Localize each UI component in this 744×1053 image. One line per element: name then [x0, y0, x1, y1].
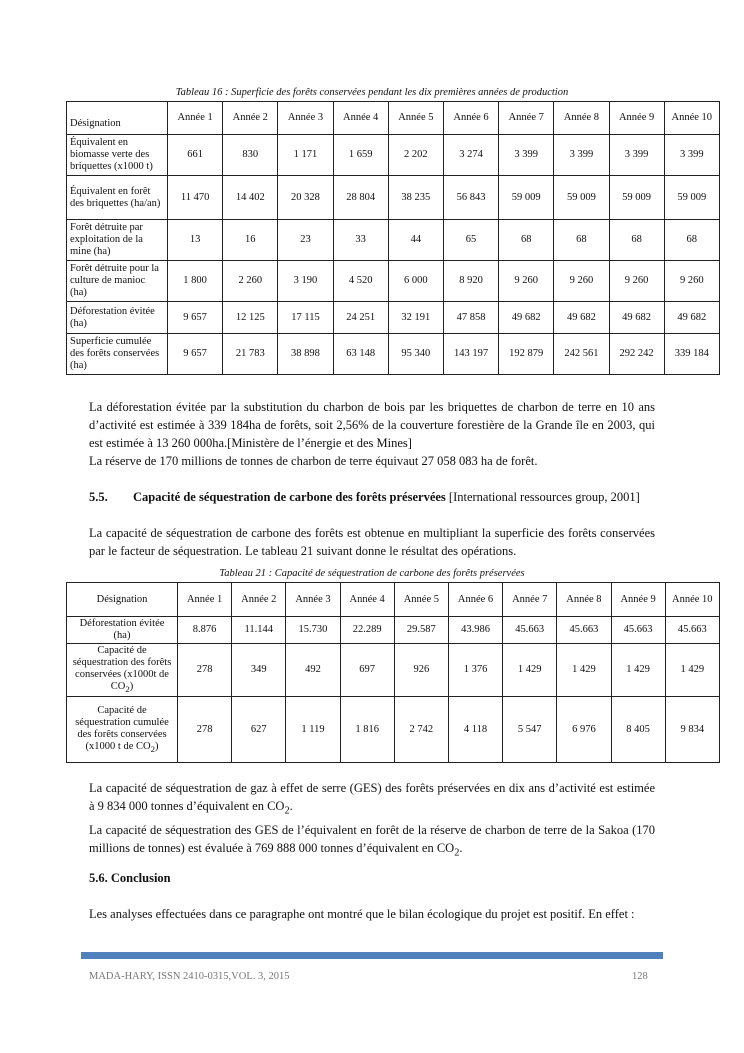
table-row — [67, 697, 720, 763]
row-label: Superficie cumulée des forêts conservées (ha) — [67, 334, 168, 375]
table-cell: 9 657 — [168, 334, 223, 375]
table-cell: 11.144 — [232, 617, 286, 644]
table-cell: 3 399 — [499, 135, 554, 176]
table-cell: 1 429 — [503, 644, 557, 697]
table16-header-cell: Année 9 — [609, 102, 664, 135]
row-label: Forêt détruite pour la culture de manioc (ha) — [67, 261, 168, 302]
table-cell: 38 235 — [388, 176, 443, 220]
table-cell: 9 834 — [665, 697, 719, 763]
table-cell: 12 125 — [223, 302, 278, 334]
table-cell: 24 251 — [333, 302, 388, 334]
table-cell: 627 — [232, 697, 286, 763]
table-cell: 22.289 — [340, 617, 394, 644]
row-label: Forêt détruite par exploitation de la mine (ha) — [67, 220, 168, 261]
table-cell: 1 659 — [333, 135, 388, 176]
table21-header-cell: Année 3 — [286, 583, 340, 617]
table21 — [66, 582, 720, 763]
table21-caption: Tableau 21 : Capacité de séquestration de carbone des forêts préservées — [219, 568, 525, 579]
label-text: ) — [129, 681, 134, 692]
table21-header-row — [67, 583, 720, 617]
table-cell: 6 000 — [388, 261, 443, 302]
table-cell: 63 148 — [333, 334, 388, 375]
table-cell: 4 520 — [333, 261, 388, 302]
table-cell: 8 405 — [611, 697, 665, 763]
paragraph-deforestation — [89, 398, 655, 470]
table-cell: 1 429 — [611, 644, 665, 697]
table16-header-cell: Désignation — [67, 102, 168, 135]
table21-header-cell: Année 6 — [448, 583, 502, 617]
paragraph-line: La réserve de 170 millions de tonnes de charbon de terre équivaut 27 058 083 ha de forêt. — [89, 454, 538, 468]
table-cell: 9 657 — [168, 302, 223, 334]
table-cell: 9 260 — [499, 261, 554, 302]
table-cell: 95 340 — [388, 334, 443, 375]
table21-header-cell: Année 2 — [232, 583, 286, 617]
table-row — [67, 220, 720, 261]
table-cell: 278 — [178, 644, 232, 697]
table-row — [67, 261, 720, 302]
table-cell: 339 184 — [664, 334, 719, 375]
table-cell: 28 804 — [333, 176, 388, 220]
table-cell: 45.663 — [611, 617, 665, 644]
table16-header-cell: Année 5 — [388, 102, 443, 135]
table-cell: 143 197 — [443, 334, 498, 375]
table16-header-cell: Année 6 — [443, 102, 498, 135]
table-cell: 8 920 — [443, 261, 498, 302]
table-cell: 45.663 — [557, 617, 611, 644]
table-row — [67, 176, 720, 220]
table21-header-cell: Année 5 — [394, 583, 448, 617]
table-cell: 14 402 — [223, 176, 278, 220]
table-cell: 6 976 — [557, 697, 611, 763]
table-cell: 3 399 — [664, 135, 719, 176]
table-cell: 16 — [223, 220, 278, 261]
table21-header-cell: Année 4 — [340, 583, 394, 617]
table-cell: 68 — [664, 220, 719, 261]
table-cell: 29.587 — [394, 617, 448, 644]
table-cell: 43.986 — [448, 617, 502, 644]
table21-header-cell: Année 7 — [503, 583, 557, 617]
table-cell: 15.730 — [286, 617, 340, 644]
section-heading-5-5 — [89, 488, 640, 506]
table-row — [67, 644, 720, 697]
table16-header-cell: Année 10 — [664, 102, 719, 135]
table-cell: 68 — [609, 220, 664, 261]
table16-header-cell: Année 8 — [554, 102, 609, 135]
table-cell: 13 — [168, 220, 223, 261]
page-number: 128 — [632, 971, 648, 982]
table-row — [67, 617, 720, 644]
table-cell: 23 — [278, 220, 333, 261]
table16-header-cell: Année 3 — [278, 102, 333, 135]
table-cell: 1 119 — [286, 697, 340, 763]
table-cell: 17 115 — [278, 302, 333, 334]
table-cell: 1 376 — [448, 644, 502, 697]
table16-header-cell: Année 7 — [499, 102, 554, 135]
table-cell: 697 — [340, 644, 394, 697]
paragraph-conclusion: Les analyses effectuées dans ce paragraphe ont montré que le bilan écologique du projet est positif. En effet : — [89, 907, 635, 921]
table-cell: 926 — [394, 644, 448, 697]
table-cell: 56 843 — [443, 176, 498, 220]
subscript: 2 — [150, 743, 155, 754]
table-cell: 192 879 — [499, 334, 554, 375]
table16-header-cell: Année 4 — [333, 102, 388, 135]
row-label: Déforestation évitée (ha) — [67, 617, 178, 644]
table-cell: 49 682 — [609, 302, 664, 334]
table-cell: 9 260 — [664, 261, 719, 302]
table16-header-row — [67, 102, 720, 135]
section-title: Capacité de séquestration de carbone des forêts préservées — [133, 490, 446, 504]
table-cell: 1 429 — [557, 644, 611, 697]
row-label: Équivalent en forêt des briquettes (ha/an) — [67, 176, 168, 220]
section-reference: [International ressources group, 2001] — [448, 490, 640, 504]
table16-header-cell: Année 1 — [168, 102, 223, 135]
table-cell: 59 009 — [554, 176, 609, 220]
table-cell: 59 009 — [499, 176, 554, 220]
table-cell: 278 — [178, 697, 232, 763]
paragraph-sequestration-intro: La capacité de séquestration de carbone des forêts est obtenue en multipliant la superficie des forêts conservées par le facteur de séquestration. Le tableau 21 suivant donne le résultat des opérations. — [89, 526, 655, 558]
table21-header-cell: Désignation — [67, 583, 178, 617]
section-number: 5.5. — [89, 490, 108, 504]
table-cell: 661 — [168, 135, 223, 176]
table-cell: 1 816 — [340, 697, 394, 763]
table-cell: 44 — [388, 220, 443, 261]
paragraph-line — [89, 821, 655, 863]
table-cell: 3 190 — [278, 261, 333, 302]
row-label — [67, 644, 178, 697]
table-cell: 49 682 — [664, 302, 719, 334]
label-text: ) — [154, 740, 159, 752]
footer-journal: MADA-HARY, ISSN 2410-0315,VOL. 3, 2015 — [89, 971, 290, 982]
label-text: Capacité de séquestration des forêts conservées (x1000t de CO — [72, 645, 172, 692]
table-cell: 47 858 — [443, 302, 498, 334]
table-row — [67, 334, 720, 375]
table-cell: 45.663 — [503, 617, 557, 644]
table-cell: 2 260 — [223, 261, 278, 302]
table-cell: 4 118 — [448, 697, 502, 763]
table-cell: 8.876 — [178, 617, 232, 644]
row-label: Équivalent en biomasse verte des briquettes (x1000 t) — [67, 135, 168, 176]
paragraph-line: La déforestation évitée par la substitution du charbon de bois par les briquettes de charbon de terre en 10 ans d’activité est estimée à 339 184ha de forêts, soit 2,56% de la couverture forestière de la Grande île en 2003, qui est estimée à 13 260 000ha.[Ministère de l’énergie et des Mines] — [89, 400, 655, 450]
table-cell: 5 547 — [503, 697, 557, 763]
table-cell: 32 191 — [388, 302, 443, 334]
table21-header-cell: Année 8 — [557, 583, 611, 617]
table-cell: 2 742 — [394, 697, 448, 763]
subscript: 2 — [125, 684, 130, 695]
subscript: 2 — [454, 847, 460, 858]
table-cell: 65 — [443, 220, 498, 261]
table-cell: 11 470 — [168, 176, 223, 220]
table-cell: 33 — [333, 220, 388, 261]
table-cell: 830 — [223, 135, 278, 176]
table-cell: 1 429 — [665, 644, 719, 697]
table21-header-cell: Année 10 — [665, 583, 719, 617]
table-cell: 349 — [232, 644, 286, 697]
paragraph-ges-sequestration — [89, 779, 655, 862]
table-cell: 59 009 — [664, 176, 719, 220]
table-cell: 68 — [554, 220, 609, 261]
table16-header-cell: Année 2 — [223, 102, 278, 135]
subscript: 2 — [284, 805, 290, 817]
section-title: 5.6. Conclusion — [89, 871, 171, 885]
table-cell: 21 783 — [223, 334, 278, 375]
label-text: Capacité de séquestration cumulée des forêts conservées (x1000 t de CO — [75, 704, 169, 752]
table16-caption: Tableau 16 : Superficie des forêts conservées pendant les dix premières années de production — [175, 87, 569, 98]
table16 — [66, 101, 720, 375]
table21-header-cell: Année 1 — [178, 583, 232, 617]
table-cell: 49 682 — [554, 302, 609, 334]
table-cell: 45.663 — [665, 617, 719, 644]
table-cell: 3 399 — [609, 135, 664, 176]
row-label: Déforestation évitée (ha) — [67, 302, 168, 334]
table-cell: 1 171 — [278, 135, 333, 176]
table-cell: 38 898 — [278, 334, 333, 375]
table-cell: 292 242 — [609, 334, 664, 375]
text-run: . — [459, 840, 463, 855]
text-run: La capacité de séquestration des GES de l’équivalent en forêt de la réserve de charbon de terre de la Sakoa (170 millions de tonnes) est évaluée à 769 888 000 tonnes d’équivalent en CO — [89, 822, 655, 855]
paragraph-line — [89, 779, 655, 821]
table-row — [67, 135, 720, 176]
table21-header-cell: Année 9 — [611, 583, 665, 617]
table-cell: 1 800 — [168, 261, 223, 302]
table-cell: 3 399 — [554, 135, 609, 176]
section-heading-5-6 — [89, 869, 171, 887]
table-cell: 2 202 — [388, 135, 443, 176]
table-cell: 9 260 — [609, 261, 664, 302]
row-label — [67, 697, 178, 763]
table-row — [67, 302, 720, 334]
table-cell: 49 682 — [499, 302, 554, 334]
table-cell: 3 274 — [443, 135, 498, 176]
table-cell: 68 — [499, 220, 554, 261]
text-run: La capacité de séquestration de gaz à effet de serre (GES) des forêts préservées en dix ans d’activité est estimée à 9 834 000 tonnes d’équivalent en CO — [89, 781, 655, 813]
table-cell: 9 260 — [554, 261, 609, 302]
footer-rule — [81, 952, 663, 959]
table-cell: 20 328 — [278, 176, 333, 220]
table-cell: 492 — [286, 644, 340, 697]
table-cell: 242 561 — [554, 334, 609, 375]
text-run: . — [289, 799, 293, 813]
table-cell: 59 009 — [609, 176, 664, 220]
